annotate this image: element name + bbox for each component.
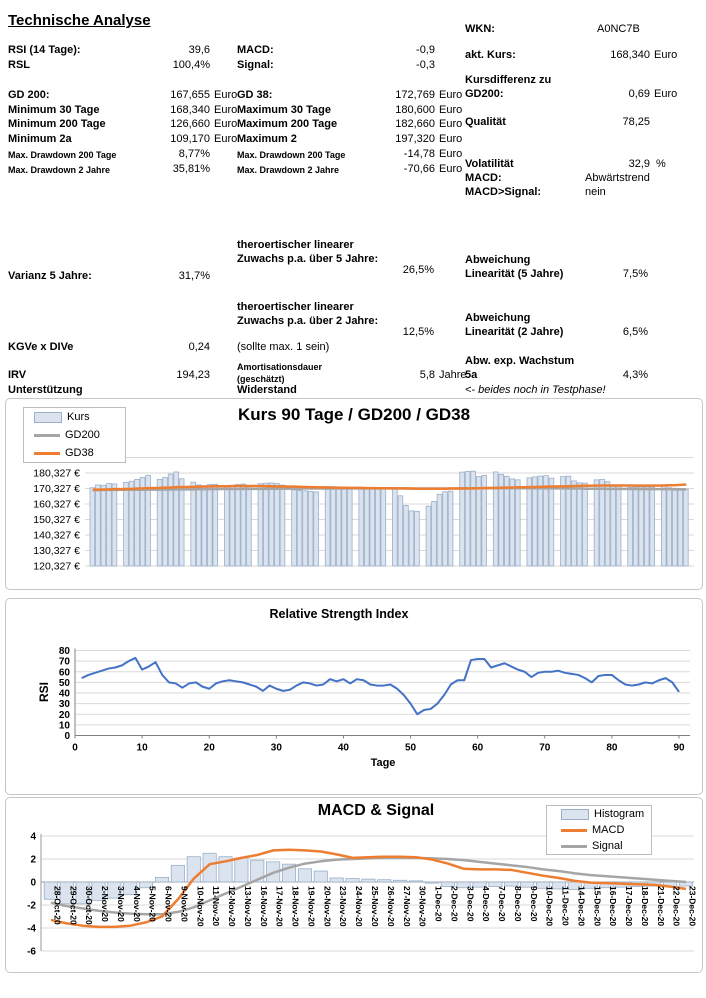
macd-chart-title: MACD & Signal [317, 802, 435, 819]
svg-text:18-Nov-20: 18-Nov-20 [290, 886, 301, 927]
svg-text:30: 30 [270, 742, 282, 754]
akt-kurs-value: 168,340 [610, 49, 650, 61]
min30-label: Minimum 30 Tage [8, 104, 100, 116]
kurs-chart-legend [23, 407, 126, 463]
kurs-swatch-icon [34, 412, 62, 423]
dd2-right-value: -70,66 [403, 163, 435, 175]
irv-value: 194,23 [176, 369, 210, 381]
kursdiff-label-line2: GD200: [465, 88, 504, 100]
svg-text:0: 0 [64, 731, 70, 742]
volatilitaet-label: Volatilität [465, 158, 514, 170]
max30-suffix: Euro [439, 104, 463, 116]
svg-text:30-Nov-20: 30-Nov-20 [417, 886, 428, 927]
svg-text:2-Dec-20: 2-Dec-20 [449, 886, 460, 922]
svg-text:20: 20 [203, 742, 215, 754]
abw5-label-line1: Abweichung [465, 254, 531, 266]
svg-text:21-Dec-20: 21-Dec-20 [655, 886, 666, 927]
dd200-right-suffix: Euro [439, 148, 463, 160]
macd-trend-label: MACD: [465, 172, 502, 184]
svg-text:-4: -4 [27, 923, 36, 935]
macd-value: -0,9 [416, 44, 435, 56]
amort-suffix: Jahre [439, 369, 467, 381]
svg-text:2-Nov-20: 2-Nov-20 [100, 886, 111, 922]
macd-gt-signal-value: nein [585, 186, 606, 198]
dd2-left-label: Max. Drawdown 2 Jahre [8, 165, 111, 175]
macd-label: MACD: [237, 44, 274, 56]
abw2-value: 6,5% [622, 326, 648, 338]
kurs-chart [5, 398, 703, 590]
macd-chart-legend [546, 805, 652, 855]
svg-text:0: 0 [30, 877, 36, 889]
irv-label: IRV [8, 369, 27, 381]
svg-text:19-Nov-20: 19-Nov-20 [306, 886, 317, 927]
rsi-chart-title: Relative Strength Index [269, 607, 409, 621]
max30-value: 180,600 [395, 104, 435, 116]
page-title: Technische Analyse [8, 12, 151, 29]
svg-text:180,327 €: 180,327 € [33, 467, 80, 480]
lin2-label: theroertischer linearer Zuwachs p.a. über 2 Jahre: [237, 301, 379, 327]
max200-suffix: Euro [439, 118, 463, 130]
svg-text:9-Dec-20: 9-Dec-20 [528, 886, 539, 922]
gd38-value: 172,769 [395, 89, 435, 101]
svg-text:25-Nov-20: 25-Nov-20 [370, 886, 380, 927]
dd200-right-value: -14,78 [403, 148, 435, 160]
legend-label: Signal [592, 840, 623, 852]
gd200-value: 167,655 [170, 89, 210, 101]
legend-label: Kurs [67, 411, 90, 423]
svg-text:4-Dec-20: 4-Dec-20 [481, 886, 492, 922]
gd38-label: GD 38: [237, 89, 273, 101]
widerstand-label: Widerstand [237, 384, 297, 396]
svg-text:40: 40 [58, 688, 70, 700]
kgve-note: (sollte max. 1 sein) [237, 341, 330, 353]
gd38-line-swatch-icon [34, 452, 60, 455]
svg-text:23-Dec-20: 23-Dec-20 [687, 886, 698, 927]
rsi-label: RSI (14 Tage): [8, 44, 81, 56]
svg-text:15-Dec-20: 15-Dec-20 [592, 886, 603, 927]
rsi-chart [5, 598, 703, 795]
abw5-label-line2: Linearität (5 Jahre) [465, 268, 564, 280]
testphase-note: <- beides noch in Testphase! [465, 384, 606, 396]
gd200-line-swatch-icon [34, 434, 60, 437]
akt-kurs-suffix: Euro [654, 49, 678, 61]
svg-text:80: 80 [58, 646, 70, 657]
gd38-suffix: Euro [439, 89, 463, 101]
macd-line-swatch-icon [561, 829, 587, 832]
svg-text:16-Nov-20: 16-Nov-20 [258, 886, 269, 927]
svg-text:150,327 €: 150,327 € [33, 514, 80, 526]
svg-text:18-Dec-20: 18-Dec-20 [639, 886, 650, 927]
min30-value: 168,340 [170, 104, 210, 116]
svg-text:1-Dec-20: 1-Dec-20 [433, 886, 444, 922]
max200-value: 182,660 [395, 118, 435, 130]
abwexp-label-line2: 5a [465, 369, 478, 381]
svg-text:20-Nov-20: 20-Nov-20 [322, 886, 333, 927]
svg-text:3-Dec-20: 3-Dec-20 [465, 886, 476, 922]
svg-text:10: 10 [58, 720, 70, 732]
signal-value: -0,3 [416, 59, 435, 71]
lin5-value: 26,5% [402, 264, 434, 276]
svg-text:20: 20 [58, 709, 70, 721]
svg-text:120,327 €: 120,327 € [33, 560, 80, 573]
svg-text:70: 70 [58, 656, 70, 668]
legend-item-gd38 [24, 444, 125, 462]
signal-line-swatch-icon [561, 845, 587, 848]
dd200-left-value: 8,77% [178, 148, 210, 160]
kgve-label: KGVe x DIVe [8, 341, 74, 353]
svg-text:27-Nov-20: 27-Nov-20 [401, 886, 412, 927]
svg-text:22-Dec-20: 22-Dec-20 [671, 886, 682, 927]
svg-text:4-Nov-20: 4-Nov-20 [131, 886, 142, 922]
svg-text:170,327 €: 170,327 € [33, 483, 80, 495]
kursdiff-label-line1: Kursdifferenz zu [465, 74, 552, 86]
svg-text:10: 10 [136, 742, 148, 754]
svg-text:160,327 €: 160,327 € [33, 498, 80, 511]
max30-label: Maximum 30 Tage [237, 104, 331, 116]
rsl-value: 100,4% [172, 59, 210, 71]
svg-text:70: 70 [539, 742, 551, 754]
min2a-suffix: Euro [214, 133, 238, 145]
svg-text:5-Nov-20: 5-Nov-20 [147, 886, 158, 922]
svg-text:3-Nov-20: 3-Nov-20 [115, 886, 126, 922]
svg-text:12-Nov-20: 12-Nov-20 [227, 886, 238, 927]
svg-text:17-Dec-20: 17-Dec-20 [624, 886, 635, 927]
dd2-left-value: 35,81% [172, 163, 210, 175]
max2-suffix: Euro [439, 133, 463, 145]
signal-label: Signal: [237, 59, 274, 71]
svg-text:30: 30 [58, 699, 70, 711]
abw2-label-line2: Linearität (2 Jahre) [465, 326, 564, 338]
svg-text:6-Nov-20: 6-Nov-20 [163, 886, 174, 922]
svg-text:7-Dec-20: 7-Dec-20 [497, 886, 508, 922]
svg-text:50: 50 [58, 677, 70, 689]
svg-text:130,327 €: 130,327 € [33, 545, 80, 557]
macd-chart [5, 797, 703, 973]
min2a-value: 109,170 [170, 133, 210, 145]
rsi-value: 39,6 [188, 44, 210, 56]
svg-text:10-Nov-20: 10-Nov-20 [195, 886, 206, 927]
akt-kurs-label: akt. Kurs: [465, 49, 516, 61]
varianz-label: Varianz 5 Jahre: [8, 270, 92, 282]
amort-label-line2: (geschätzt) [237, 374, 285, 384]
gd200-suffix: Euro [214, 89, 238, 101]
wkn-label: WKN: [465, 23, 495, 35]
svg-text:50: 50 [404, 742, 417, 754]
legend-label: GD38 [65, 447, 94, 459]
svg-text:24-Nov-20: 24-Nov-20 [354, 886, 365, 927]
svg-text:26-Nov-20: 26-Nov-20 [385, 886, 396, 927]
max200-label: Maximum 200 Tage [237, 118, 338, 130]
legend-item-signal [547, 838, 651, 854]
svg-text:9-Nov-20: 9-Nov-20 [179, 886, 190, 922]
svg-text:-2: -2 [27, 900, 36, 912]
gd200-label: GD 200: [8, 89, 50, 101]
svg-text:0: 0 [72, 742, 78, 754]
svg-text:140,327 €: 140,327 € [33, 529, 80, 542]
abw5-value: 7,5% [622, 268, 648, 280]
svg-text:29-Oct-20: 29-Oct-20 [68, 886, 79, 925]
kursdiff-value: 0,69 [628, 88, 650, 100]
svg-text:4: 4 [30, 831, 36, 843]
min200-value: 126,660 [170, 118, 210, 130]
svg-text:11-Nov-20: 11-Nov-20 [211, 886, 222, 927]
rsi-y-axis-label: RSI [37, 682, 51, 703]
legend-item-kurs [24, 408, 125, 426]
svg-text:16-Dec-20: 16-Dec-20 [608, 886, 619, 927]
legend-label: MACD [592, 824, 625, 836]
volatilitaet-suffix: % [656, 158, 666, 170]
legend-item-macd [547, 822, 651, 838]
dd2-right-suffix: Euro [439, 163, 463, 175]
legend-item-histogram [547, 806, 651, 822]
svg-text:60: 60 [472, 742, 484, 754]
min200-label: Minimum 200 Tage [8, 118, 106, 130]
min200-suffix: Euro [214, 118, 238, 130]
svg-text:8-Dec-20: 8-Dec-20 [512, 886, 523, 922]
varianz-value: 31,7% [178, 270, 210, 282]
max2-value: 197,320 [395, 133, 435, 145]
legend-item-gd200 [24, 426, 125, 444]
lin2-value: 12,5% [402, 326, 434, 338]
max2-label: Maximum 2 [237, 133, 297, 145]
kursdiff-suffix: Euro [654, 88, 678, 100]
abw2-label-line1: Abweichung [465, 312, 531, 324]
svg-text:-6: -6 [27, 946, 36, 958]
rsi-x-axis-label: Tage [370, 757, 396, 769]
svg-text:28-Oct-20: 28-Oct-20 [52, 886, 63, 925]
volatilitaet-value: 32,9 [628, 158, 650, 170]
lin5-label: theroertischer linearer Zuwachs p.a. über 5 Jahre: [237, 239, 379, 265]
amort-value: 5,8 [419, 369, 435, 381]
wkn-value: A0NC7B [597, 23, 640, 35]
svg-text:11-Dec-20: 11-Dec-20 [560, 886, 571, 926]
svg-text:2: 2 [30, 854, 36, 866]
svg-text:17-Nov-20: 17-Nov-20 [274, 886, 285, 927]
qualitaet-value: 78,25 [622, 116, 650, 128]
svg-text:13-Nov-20: 13-Nov-20 [242, 886, 253, 927]
svg-text:30-Oct-20: 30-Oct-20 [84, 886, 95, 925]
legend-label: Histogram [594, 808, 645, 820]
macd-trend-value: Abwärtstrend [585, 172, 650, 184]
min30-suffix: Euro [214, 104, 238, 116]
amort-label-line1: Amortisationsdauer [237, 362, 323, 372]
histogram-swatch-icon [561, 809, 589, 820]
svg-text:40: 40 [337, 742, 350, 754]
min2a-label: Minimum 2a [8, 133, 72, 145]
svg-text:80: 80 [606, 742, 618, 754]
abwexp-label-line1: Abw. exp. Wachstum [465, 355, 575, 367]
svg-text:90: 90 [673, 742, 685, 754]
rsl-label: RSL [8, 59, 30, 71]
svg-text:10-Dec-20: 10-Dec-20 [544, 886, 555, 927]
kurs-chart-title: Kurs 90 Tage / GD200 / GD38 [237, 405, 471, 424]
svg-text:60: 60 [58, 667, 70, 679]
macd-gt-signal-label: MACD>Signal: [465, 186, 542, 198]
qualitaet-label: Qualität [465, 116, 506, 128]
legend-label: GD200 [65, 429, 100, 441]
abwexp-value: 4,3% [622, 369, 648, 381]
svg-text:23-Nov-20: 23-Nov-20 [338, 886, 349, 927]
unterstuetzung-label: Unterstützung [8, 384, 83, 396]
dd2-right-label: Max. Drawdown 2 Jahre [237, 165, 340, 175]
dd200-right-label: Max. Drawdown 200 Tage [237, 150, 346, 160]
kgve-value: 0,24 [188, 341, 210, 353]
dd200-left-label: Max. Drawdown 200 Tage [8, 150, 117, 160]
svg-text:14-Dec-20: 14-Dec-20 [576, 886, 587, 927]
